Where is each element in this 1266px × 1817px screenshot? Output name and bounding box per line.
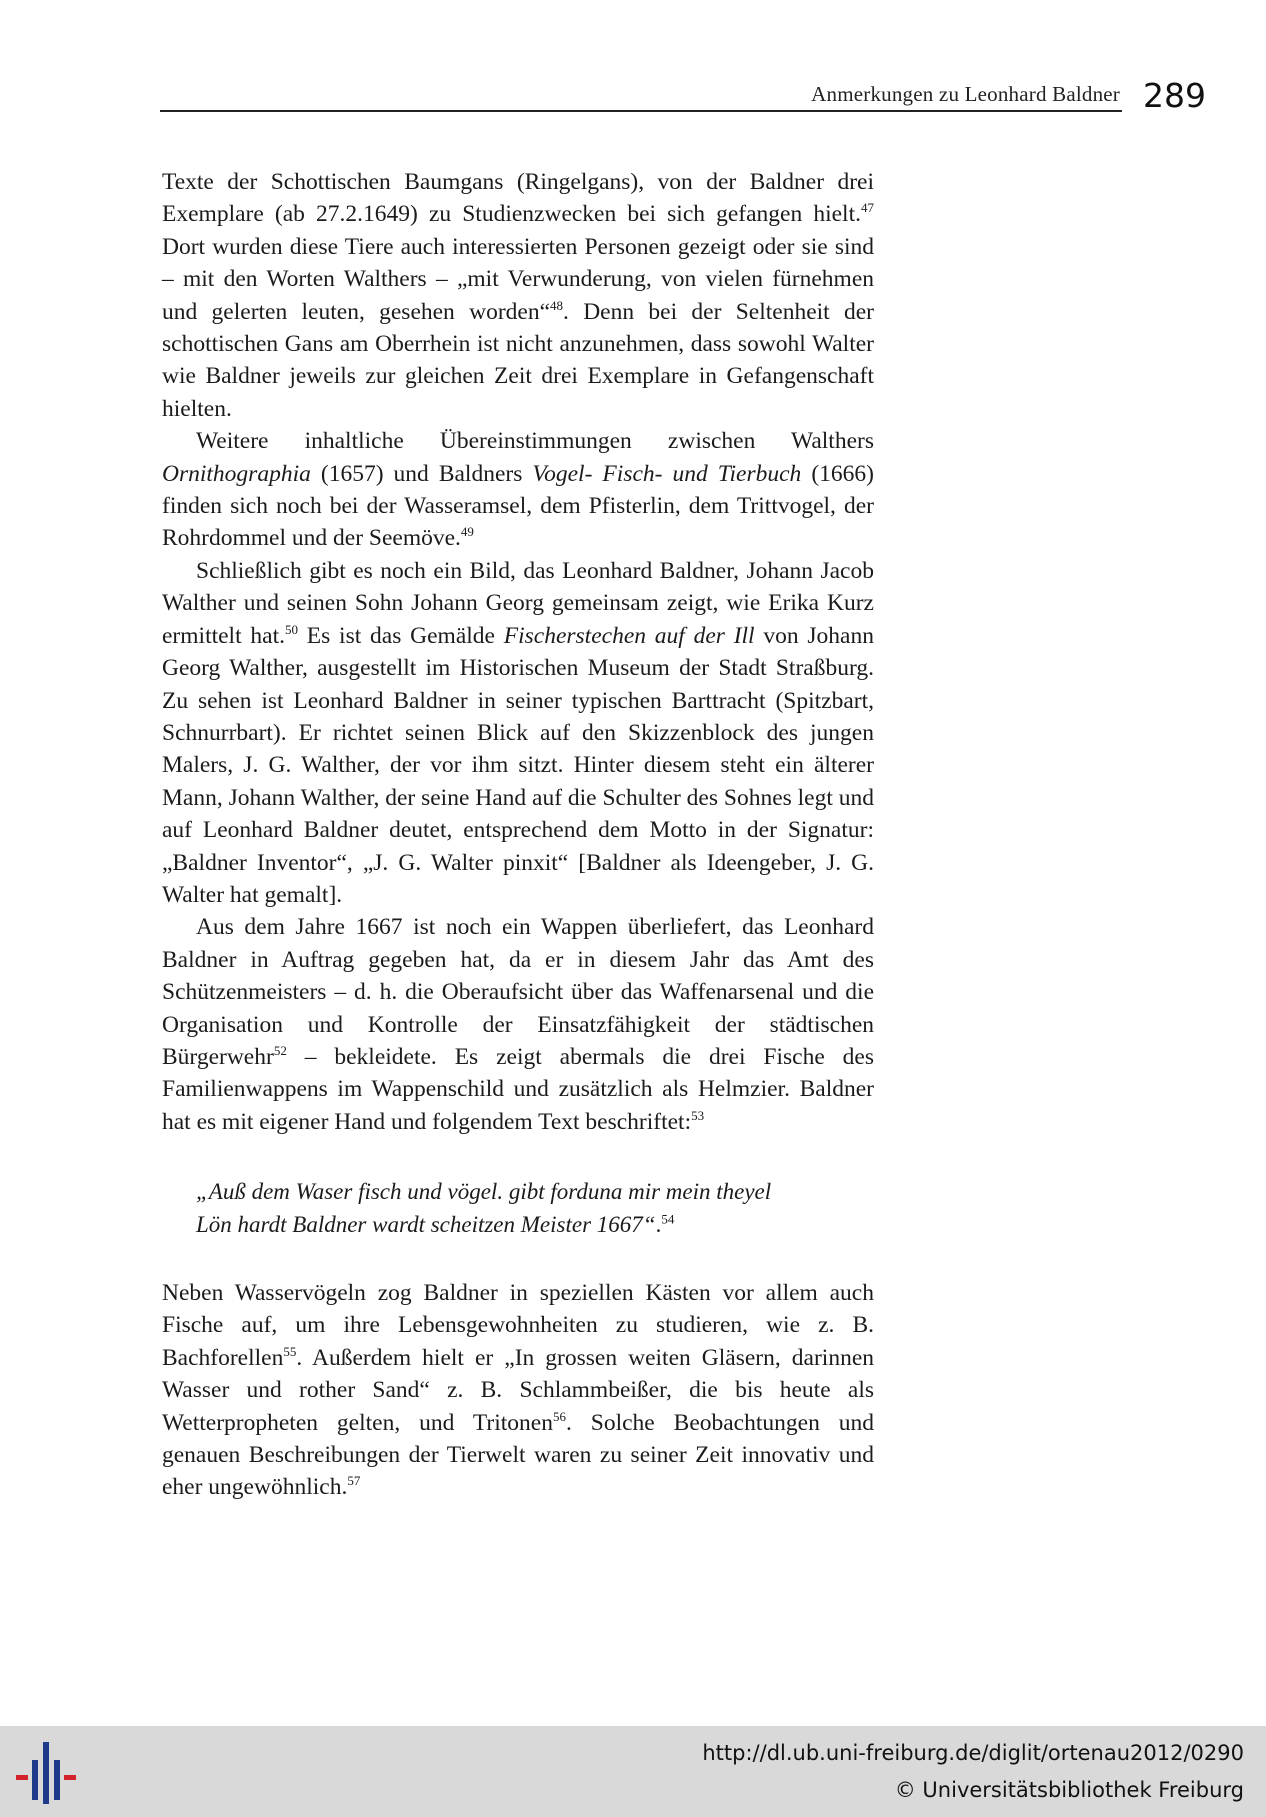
header-rule — [160, 110, 1122, 112]
body-text — [162, 166, 874, 1504]
source-url-link[interactable]: http://dl.ub.uni-freiburg.de/diglit/ortenau2012/0290 — [702, 1741, 1244, 1765]
paragraph-3: Schließlich gibt es noch ein Bild, das Leonhard Baldner, Johann Jacob Walther und seinen Sohn Johann Georg gemeinsam zeigt, wie Erika Kurz ermittelt hat.$^{50}$ Es ist das Gemälde Fischerstechen auf der Ill von Johann Georg Walther, ausgestellt im Historischen Museum der Stadt Straßburg. Zu sehen ist Leonhard Baldner in seiner typischen Barttracht (Spitzbart, Schnurrbart). Er richtet seinen Blick auf den Skizzenblock des jungen Malers, J. G. Walther, der vor ihm sitzt. Hinter diesem steht ein älterer Mann, Johann Walther, der seine Hand auf die Schulter des Sohnes legt und auf Leonhard Baldner deutet, entsprechend dem Motto in der Signatur: „Baldner Inventor“, „J. G. Walter pinxit“ [Baldner als Ideengeber, J. G. Walter hat gemalt]. — [162, 557, 875, 908]
footnote-ref-54[interactable]: 54 — [661, 1210, 675, 1226]
paragraph-4: Aus dem Jahre 1667 ist noch ein Wappen überliefert, das Leonhard Baldner in Auftrag gegeben hat, da er in diesem Jahr das Amt des Schützenmeisters – d. h. die Oberaufsicht über das Waffenarsenal und die Organisation und Kontrolle der Einsatzfähigkeit der städtischen Bürgerwehr$^{52}$ – bekleidete. Es zeigt abermals die drei Fische des Familienwappens im Wappenschild und zusätzlich als Helmzier. Baldner hat es mit eigener Hand und folgendem Text beschriftet:$^{53}$ — [162, 914, 874, 1135]
ub-freiburg-logo-icon — [14, 1740, 78, 1806]
footnote-ref-53[interactable]: 53 — [691, 1107, 705, 1123]
quote-line-2: Lön hardt Baldner wardt scheitzen Meister 1667“.$^{54}$ — [196, 1210, 675, 1237]
footnote-ref-49[interactable]: 49 — [460, 524, 474, 540]
footnote-ref-55[interactable]: 55 — [283, 1343, 297, 1359]
footer-band — [0, 1726, 1266, 1817]
page-number: 289 — [1143, 76, 1206, 115]
running-title: Anmerkungen zu Leonhard Baldner — [811, 82, 1120, 106]
paragraph-1: Texte der Schottischen Baumgans (Ringelgans), von der Baldner drei Exemplare (ab 27.2.1649) zu Studienzwecken bei sich gefangen hielt.$^{47}$ Dort wurden diese Tiere auch interessierten Personen gezeigt oder sie sind – mit den Worten Walthers – „mit Verwunderung, von vielen fürnehmen und gelerten leuten, gesehen worden“$^{48}$. Denn bei der Seltenheit der schottischen Gans am Oberrhein ist nicht anzunehmen, dass sowohl Walter wie Baldner jeweils zur gleichen Zeit drei Exemplare in Gefangenschaft hielten. — [162, 169, 874, 422]
footnote-ref-57[interactable]: 57 — [347, 1473, 361, 1489]
copyright-notice: © Universitätsbibliothek Freiburg — [894, 1778, 1244, 1802]
work-title-ornithographia: Ornithographia — [162, 460, 311, 487]
paragraph-2: Weitere inhaltliche Übereinstimmungen zwischen Walthers Ornithographia (1657) und Baldners Vogel- Fisch- und Tierbuch (1666) finden sich noch bei der Wasseramsel, dem Pfisterlin, dem Trittvogel, der Rohrdommel und der Seemöve.$^{49}$ — [162, 428, 874, 552]
paragraph-5: Neben Wasservögeln zog Baldner in speziellen Kästen vor allem auch Fische auf, um ihre Lebensgewohnheiten zu studieren, wie z. B. Bachforellen$^{55}$. Außerdem hielt er „In grossen weiten Gläsern, darinnen Wasser und rother Sand“ z. B. Schlammbeißer, die bis heute als Wetterpropheten gelten, und Tritonen$^{56}$. Solche Beobachtungen und genauen Beschreibungen der Tierwelt waren zu seiner Zeit innovativ und eher ungewöhnlich.$^{57}$ — [162, 1280, 874, 1501]
footnote-ref-52[interactable]: 52 — [273, 1043, 287, 1059]
footnote-ref-48[interactable]: 48 — [550, 297, 564, 313]
painting-title: Fischerstechen auf der Ill — [503, 622, 755, 649]
quote-line-1: „Auß dem Waser fisch und vögel. gibt forduna mir mein theyel — [196, 1179, 772, 1205]
footnote-ref-56[interactable]: 56 — [552, 1408, 566, 1424]
work-title-tierbuch: Vogel- Fisch- und Tierbuch — [532, 460, 802, 487]
footnote-ref-50[interactable]: 50 — [284, 621, 298, 637]
block-quote — [196, 1176, 874, 1241]
footnote-ref-47[interactable]: 47 — [861, 200, 874, 216]
